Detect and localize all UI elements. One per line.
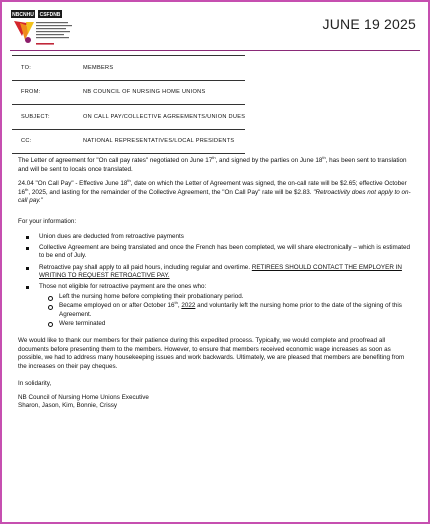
- list-item: Left the nursing home before completing their probationary period.: [18, 293, 414, 302]
- signature-names: Sharon, Jason, Kim, Bonnie, Crissy: [18, 402, 118, 410]
- retirees-notice: RETIREES SHOULD CONTACT THE EMPLOYER IN WRITING TO REQUEST RETROACTIVE PAY.: [39, 263, 402, 280]
- signature-org: NB Council of Nursing Home Unions Executive: [18, 393, 149, 401]
- list-item: Were terminated: [18, 320, 414, 329]
- memo-row-from: [12, 80, 245, 105]
- list-item: Those not eligible for retroactive payment are the ones who: Left the nursing home before completing their probationary period. Became employed on or after October 16th, 2022 and voluntarily left the nursing home prior to the date of the signing of this Agreement. Were terminated: [18, 283, 414, 328]
- memo-body: [18, 154, 414, 411]
- signature-block: [18, 380, 414, 410]
- info-heading: For your information:: [18, 217, 77, 225]
- subject-value: ON CALL PAY/COLLECTIVE AGREEMENTS/UNION DUES: [83, 105, 245, 130]
- header-divider: [10, 50, 420, 51]
- list-item: Retroactive pay shall apply to all paid hours, including regular and overtime. RETIREES SHOULD CONTACT THE EMPLOYER IN WRITING TO REQUEST RETROACTIVE PAY.: [18, 264, 414, 281]
- from-value: NB COUNCIL OF NURSING HOME UNIONS: [83, 80, 245, 105]
- memo-row-cc: [12, 129, 245, 154]
- list-item: Became employed on or after October 16th, 2022 and voluntarily left the nursing home prior to the date of the signing of this Agreement.: [18, 302, 414, 319]
- list-item: Union dues are deducted from retroactive payments: [18, 233, 414, 242]
- closing: In solidarity,: [18, 380, 52, 388]
- council-logo: [11, 10, 81, 48]
- to-label: TO:: [12, 56, 83, 81]
- logo-text-fr: CSFDNB: [39, 12, 61, 18]
- cc-value: NATIONAL REPRESENTATIVES/LOCAL PRESIDENTS: [83, 129, 245, 154]
- memo-row-to: [12, 56, 245, 81]
- to-value: MEMBERS: [83, 56, 245, 81]
- memo-row-subject: [12, 105, 245, 130]
- subject-label: SUBJECT:: [12, 105, 83, 130]
- list-item: Collective Agreement are being translated and once the French has been completed, we will share electronically – which is estimated to be end of July.: [18, 244, 414, 261]
- ineligible-list: [39, 293, 414, 329]
- paragraph-on-call-pay: 24.04 "On Call Pay" - Effective June 18th, date on which the Letter of Agreement was signed, the on-call rate will be $2.65; effective October 16th, 2025, and lasting for the remainder of the Collective Agreement, the "On Call Pay" rate will be $2.83. "Retroactivity does not apply to on-call pay.": [18, 178, 411, 205]
- paragraph-letter-of-agreement: The Letter of agreement for "On call pay rates" negotiated on June 17th, and signed by the parties on June 18th, has been sent to translation and will be sent to locals once translated.: [18, 154, 407, 173]
- memo-header-table: [12, 55, 245, 154]
- paragraph-thank-you: We would like to thank our members for their patience during this expedited process. Typically, we would complete and proofread all documents before presenting them to the members. However, to ensure that members received economic wage increases as soon as possible, we had to address many housekeeping issues and work backwards. Ultimately, we are pleased that members are benefiting from the increases on their pay cheques.: [18, 337, 405, 370]
- info-list: [18, 233, 414, 329]
- retroactivity-note: "Retroactivity does not apply to on-call pay.": [18, 188, 411, 205]
- memo-date: JUNE 19 2025: [322, 16, 416, 32]
- from-label: FROM:: [12, 80, 83, 105]
- cc-label: CC:: [12, 129, 83, 154]
- logo-text-en: NBCNHU: [12, 12, 34, 18]
